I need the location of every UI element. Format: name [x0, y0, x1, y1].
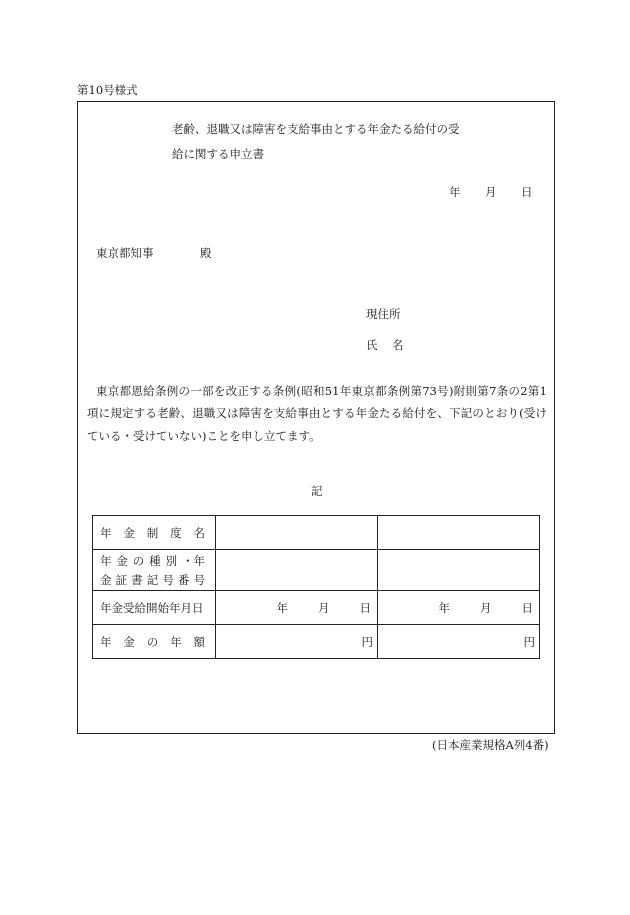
form-title-line-2: 給に関する申立書 — [172, 147, 264, 161]
start-date-value-1[interactable] — [216, 591, 378, 625]
month-unit: 月 — [318, 600, 330, 615]
pension-type-value-2[interactable] — [378, 550, 540, 591]
month-unit: 月 — [480, 600, 492, 615]
year-unit: 年 — [438, 600, 450, 615]
annual-amount-label — [93, 625, 216, 659]
form-title-line-1: 老齢、退職又は障害を支給事由とする年金たる給付の受 — [172, 122, 460, 136]
label-char: 制 — [146, 525, 159, 540]
label-char: 書 — [131, 572, 143, 587]
label-char: の — [132, 553, 145, 568]
table-row-start-date — [93, 591, 540, 625]
label-char: 号 — [162, 572, 174, 587]
name-label-first: 氏 — [366, 338, 378, 352]
label-char: の — [146, 634, 159, 649]
table-row-pension-system — [93, 516, 540, 550]
addressee: 東京都知事 — [96, 246, 154, 260]
table-row-annual-amount — [93, 625, 540, 659]
annual-amount-value-2[interactable] — [378, 625, 540, 659]
year-unit: 年 — [276, 600, 288, 615]
label-char: 番 — [177, 572, 190, 587]
date-year-label: 年 — [449, 185, 461, 199]
start-date-value-2[interactable] — [378, 591, 540, 625]
label-char: 別 — [165, 553, 178, 568]
pension-system-label — [93, 516, 216, 550]
body-text-line-3: ている・受けていない)ことを申し立てます。 — [87, 429, 321, 443]
label-char: 種 — [149, 553, 161, 568]
label-char: 金 — [116, 553, 128, 568]
label-char: 金 — [100, 572, 112, 587]
table-row-pension-type — [93, 550, 540, 591]
label-char: 証 — [115, 572, 128, 587]
label-char: 年 — [100, 525, 112, 540]
day-unit: 日 — [359, 600, 371, 615]
pension-table — [92, 515, 540, 659]
yen-unit: 円 — [523, 634, 535, 649]
footer-note: (日本産業規格A列4番) — [432, 738, 549, 752]
ki-heading: 記 — [311, 484, 323, 498]
label-char: 号 — [193, 572, 205, 587]
body-text-line-1: 東京都恩給条例の一部を改正する条例(昭和51年東京都条例第73号)附則第7条の2第1 — [96, 384, 547, 398]
label-char: 額 — [193, 634, 205, 649]
label-char: 年 — [100, 634, 112, 649]
label-char: 金 — [123, 525, 135, 540]
yen-unit: 円 — [361, 634, 373, 649]
form-number: 第10号様式 — [77, 83, 138, 97]
pension-type-label — [93, 550, 216, 591]
label-char: 記 — [146, 572, 159, 587]
name-label-second: 名 — [392, 338, 404, 352]
label-char: 金 — [123, 634, 135, 649]
date-day-label: 日 — [521, 185, 533, 199]
address-label: 現住所 — [366, 307, 401, 321]
label-char: ・年 — [181, 553, 205, 568]
day-unit: 日 — [521, 600, 533, 615]
start-date-label: 年金受給開始年月日 — [93, 591, 216, 625]
pension-system-value-2[interactable] — [378, 516, 540, 550]
pension-system-value-1[interactable] — [216, 516, 378, 550]
annual-amount-value-1[interactable] — [216, 625, 378, 659]
label-char: 年 — [170, 634, 182, 649]
label-char: 名 — [193, 525, 205, 540]
honorific: 殿 — [200, 246, 212, 260]
label-char: 度 — [170, 525, 182, 540]
date-month-label: 月 — [485, 185, 497, 199]
label-char: 年 — [100, 553, 112, 568]
pension-type-value-1[interactable] — [216, 550, 378, 591]
body-text-line-2: 項に規定する老齢、退職又は障害を支給事由とする年金たる給付を、下記のとおり(受け — [87, 406, 547, 420]
